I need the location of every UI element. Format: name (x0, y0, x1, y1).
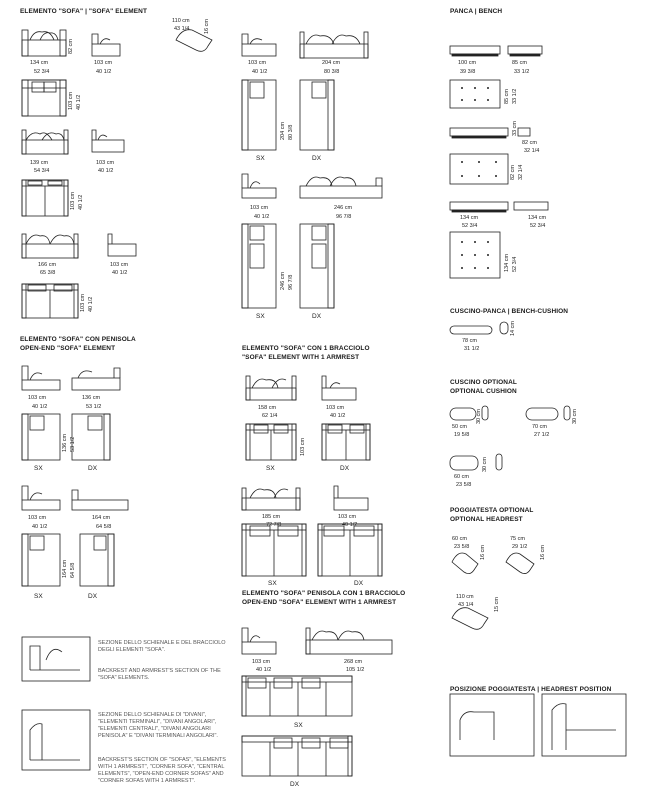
dim-40-in-3: 40 1/2 (254, 214, 270, 220)
dim-53-in: 53 1/2 (86, 404, 102, 410)
dim-62-in: 62 1/4 (262, 413, 278, 419)
dim-30-cm-c: 30 cm (482, 457, 488, 472)
dim-33-in-depth: 33 1/2 (512, 88, 518, 104)
section-title-headrest-position: POSIZIONE POGGIATESTA | HEADREST POSITION (450, 686, 612, 693)
dim-134-cm-depth: 134 cm (504, 253, 510, 272)
dim-103-depth-4: 103 cm (300, 437, 306, 456)
dim-52-in-depth: 52 3/4 (512, 256, 518, 272)
dim-82-cm-bench: 82 cm (522, 140, 537, 146)
dim-19-in: 19 5/8 (454, 432, 470, 438)
dim-31-in: 31 1/2 (464, 346, 480, 352)
dim-96-in-depth: 96 7/8 (288, 274, 294, 290)
dim-103-cm-4: 103 cm (326, 405, 345, 411)
dim-52-in: 52 3/4 (34, 69, 50, 75)
dim-105-in: 105 1/2 (346, 667, 365, 673)
dim-134-cm: 134 cm (30, 60, 49, 66)
label-sx-5: SX (266, 465, 275, 472)
section-title-headrest: POGGIATESTA OPTIONAL (450, 507, 534, 514)
label-sx-6: SX (268, 580, 277, 587)
dim-39-in: 39 3/8 (460, 69, 476, 75)
dim-103-cm-oe: 103 cm (28, 395, 47, 401)
dim-40-in-c: 40 1/2 (112, 270, 128, 276)
note-en-2: BACKREST'S SECTION OF "SOFAS", "ELEMENTS WITH 1 ARMREST", "CORNER SOFA", "CENTRAL ELEMENTS", "OPEN-END CORNER SOFAS" AND "CORNER SOFAS WITH 1 ARMREST". (98, 757, 226, 784)
label-dx-2: DX (88, 593, 98, 600)
label-dx-1: DX (88, 465, 98, 472)
dim-75-cm: 75 cm (510, 536, 525, 542)
dim-16-cm: 16 cm (204, 19, 210, 34)
dim-80-in: 80 3/8 (324, 69, 340, 75)
section-title-open-end: ELEMENTO "SOFA" CON PENISOLA (20, 336, 136, 343)
dim-164-cm: 164 cm (92, 515, 111, 521)
dim-85-cm: 85 cm (512, 60, 527, 66)
label-dx-5: DX (340, 465, 350, 472)
dim-139-cm: 139 cm (30, 160, 49, 166)
dim-103-cm-c: 103 cm (110, 262, 129, 268)
dim-52-in-bench-b: 52 3/4 (530, 223, 546, 229)
note-it-2: SEZIONE DELLO SCHIENALE DI "DIVANI", "ELEMENTI TERMINALI", "DIVANI ANGOLARI", "ELEMENTI CENTRALI", "DIVANI ANGOLARI PENISOLA" E "DIVANI TERMINALI ANGOLARI". (98, 712, 218, 739)
dim-246-cm-depth: 246 cm (280, 271, 286, 290)
dim-204-cm-depth: 204 cm (280, 121, 286, 140)
dim-33-in: 33 1/2 (514, 69, 530, 75)
dim-110-cm-b: 110 cm (456, 594, 474, 600)
dim-268-cm: 268 cm (344, 659, 363, 665)
dim-134-cm-bench: 134 cm (460, 215, 479, 221)
dim-32-in-depth: 32 1/4 (518, 164, 524, 180)
dim-103-cm-3: 103 cm (250, 205, 269, 211)
label-sx-1: SX (34, 465, 43, 472)
dim-103-cm: 103 cm (94, 60, 113, 66)
dim-30-cm: 30 cm (476, 409, 482, 424)
dim-32-in-bench: 32 1/4 (524, 148, 540, 154)
note-it-1: SEZIONE DELLO SCHIENALE E DEL BRACCIOLO DEGLI ELEMENTI "SOFA". (98, 640, 226, 653)
dim-40-depth-b: 40 1/2 (78, 194, 84, 210)
dim-103-cm-oe2: 103 cm (28, 515, 47, 521)
dim-82-cm-depth: 82 cm (510, 165, 516, 180)
dim-103-cm-b: 103 cm (96, 160, 115, 166)
dim-103-depth-b: 103 cm (70, 191, 76, 210)
label-dx-3: DX (312, 155, 322, 162)
note-en-1: BACKREST AND ARMREST'S SECTION OF THE "SOFA" ELEMENTS. (98, 668, 221, 681)
dim-96-in: 96 7/8 (336, 214, 352, 220)
dim-40-in-2: 40 1/2 (252, 69, 268, 75)
dim-204-cm: 204 cm (322, 60, 341, 66)
dim-40-in-depth: 40 1/2 (76, 94, 82, 110)
dim-82-cm: 82 cm (68, 39, 74, 54)
dim-40-in: 40 1/2 (96, 69, 112, 75)
dim-70-cm: 70 cm (532, 424, 547, 430)
dim-80-cm: 78 cm (462, 338, 477, 344)
dim-185-cm: 185 cm (262, 514, 281, 520)
dim-64-in-depth: 64 5/8 (70, 562, 76, 578)
dim-40-in-4: 40 1/2 (330, 413, 346, 419)
dim-40-in-oe: 40 1/2 (32, 404, 48, 410)
label-dx-4: DX (312, 313, 322, 320)
dim-50-cm: 50 cm (452, 424, 467, 430)
dim-40-depth-c: 40 1/2 (88, 296, 94, 312)
dim-30-cm-b: 30 cm (572, 409, 578, 424)
dim-166-cm: 166 cm (38, 262, 57, 268)
dim-64-in: 64 5/8 (96, 524, 112, 530)
dim-103-depth-c: 103 cm (80, 293, 86, 312)
dim-29-in: 29 1/2 (512, 544, 528, 550)
label-sx-4: SX (256, 313, 265, 320)
dim-110-cm: 110 cm (172, 18, 190, 24)
dim-33-cm: 33 cm (512, 121, 518, 136)
dim-23-in-headrest: 23 5/8 (454, 544, 470, 550)
dim-16-cm-c: 16 cm (540, 545, 546, 560)
dim-53-in-depth: 53 1/2 (70, 436, 76, 452)
dim-158-cm: 158 cm (258, 405, 277, 411)
dim-136-cm-depth: 136 cm (62, 433, 68, 452)
dim-14-cm: 14 cm (510, 321, 516, 336)
dim-164-cm-depth: 164 cm (62, 559, 68, 578)
dim-60-cm: 60 cm (454, 474, 469, 480)
dim-54-in: 54 3/4 (34, 168, 50, 174)
section-subtitle-open-end: OPEN-END "SOFA" ELEMENT (20, 345, 116, 352)
section-subtitle-headrest: OPTIONAL HEADREST (450, 516, 523, 523)
dim-27-in: 27 1/2 (534, 432, 550, 438)
dim-246-cm: 246 cm (334, 205, 353, 211)
dim-85-cm-depth: 85 cm (504, 89, 510, 104)
section-title-open-armrest: ELEMENTO "SOFA" PENISOLA CON 1 BRACCIOLO (242, 590, 406, 597)
label-dx-6: DX (354, 580, 364, 587)
dim-43-in-b: 43 1/4 (458, 602, 474, 608)
dim-80-in-depth: 80 3/8 (288, 124, 294, 140)
label-sx-3: SX (256, 155, 265, 162)
section-subtitle-armrest: "SOFA" ELEMENT WITH 1 ARMREST (242, 354, 360, 361)
dim-40-in-oe2: 40 1/2 (32, 524, 48, 530)
section-title-bench-cushion: CUSCINO-PANCA | BENCH-CUSHION (450, 308, 569, 315)
dim-103-cm-6: 103 cm (252, 659, 271, 665)
label-sx-2: SX (34, 593, 43, 600)
dim-134-cm-bench-b: 134 cm (528, 215, 547, 221)
dim-15-cm: 15 cm (494, 597, 500, 612)
dim-60-cm-headrest: 60 cm (452, 536, 467, 542)
dim-52-in-bench: 52 3/4 (462, 223, 478, 229)
section-subtitle-open-armrest: OPEN-END "SOFA" ELEMENT WITH 1 ARMREST (242, 599, 397, 606)
dim-43-in: 43 1/4 (174, 26, 190, 32)
dim-100-cm: 100 cm (458, 60, 477, 66)
section-title-bench: PANCA | BENCH (450, 8, 503, 15)
dim-40-in-b: 40 1/2 (98, 168, 114, 174)
section-title-sofa: ELEMENTO "SOFA" | "SOFA" ELEMENT (20, 8, 148, 15)
dim-16-cm-b: 16 cm (480, 545, 486, 560)
dim-40-in-5: 40 1/2 (342, 522, 358, 528)
section-subtitle-opt-cushion: OPTIONAL CUSHION (450, 388, 517, 395)
label-dx-7: DX (290, 781, 300, 788)
label-sx-7: SX (294, 722, 303, 729)
dim-72-in: 72 7/8 (266, 522, 282, 528)
dim-65-in: 65 3/8 (40, 270, 56, 276)
dim-40-in-6: 40 1/2 (256, 667, 272, 673)
dim-103-cm-5: 103 cm (338, 514, 357, 520)
dim-103-cm-2: 103 cm (248, 60, 267, 66)
section-title-opt-cushion: CUSCINO OPTIONAL (450, 379, 517, 386)
dim-136-cm: 136 cm (82, 395, 101, 401)
dim-23-in: 23 5/8 (456, 482, 472, 488)
section-title-armrest: ELEMENTO "SOFA" CON 1 BRACCIOLO (242, 345, 370, 352)
dim-103-cm-depth: 103 cm (68, 91, 74, 110)
